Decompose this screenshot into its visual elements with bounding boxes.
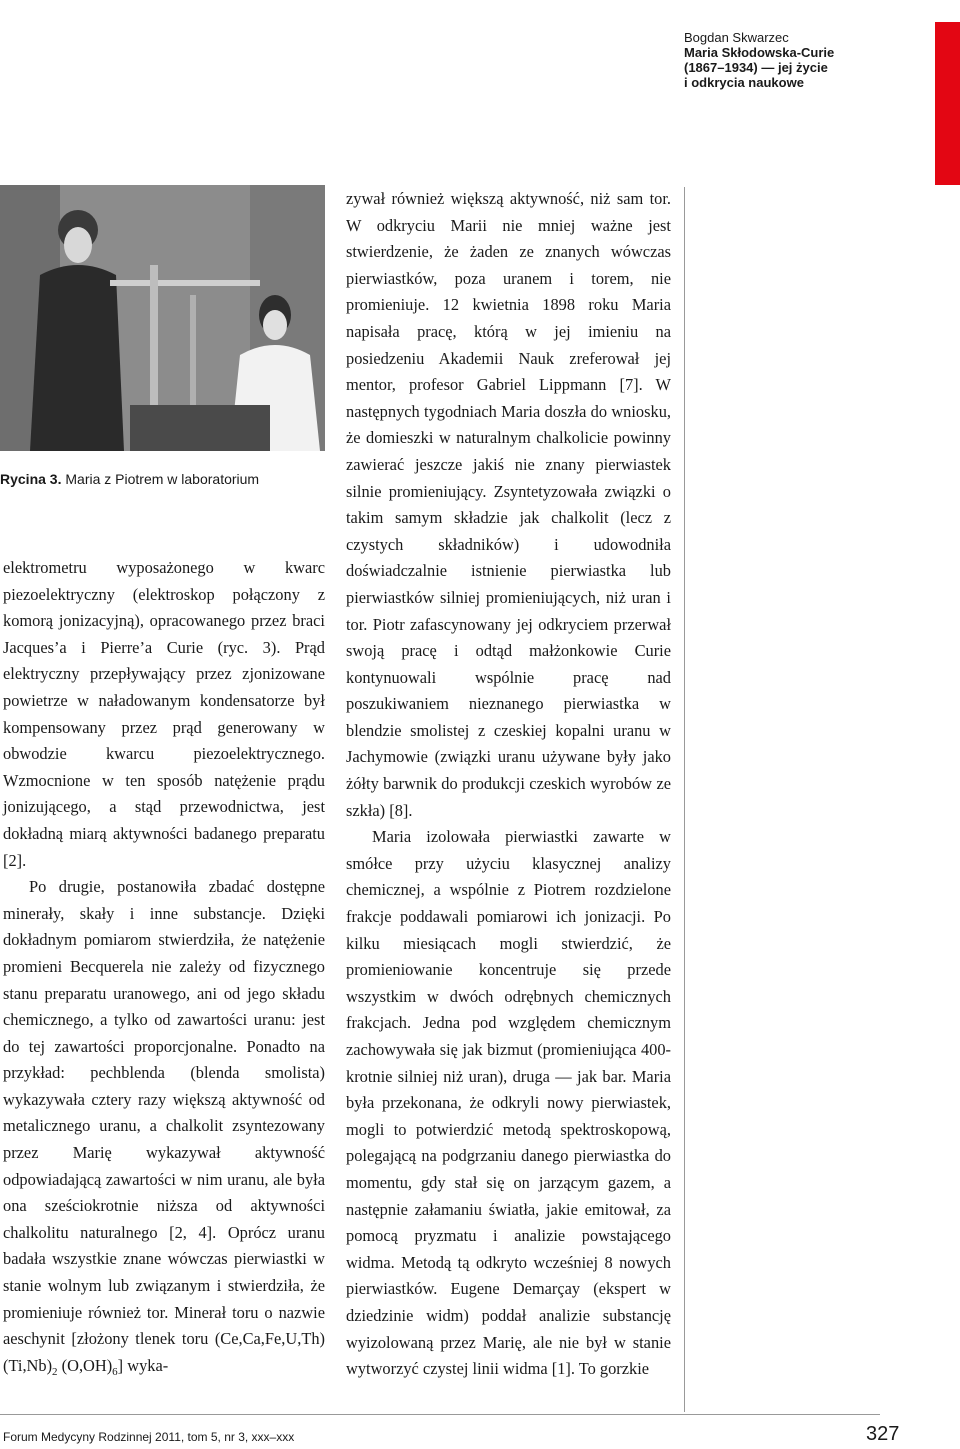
figure-caption <box>0 470 330 488</box>
footer-divider <box>0 1414 880 1415</box>
right-column <box>346 186 671 1383</box>
header-title-line3: i odkrycia naukowe <box>684 75 804 90</box>
header-author: Bogdan Skwarzec <box>684 30 789 45</box>
right-paragraph-1: zywał również większą aktywność, niż sam tor. W odkryciu Marii nie mniej ważne jest stwierdzenie, że żaden ze znanych wówczas pierwiastków, poza uranem i torem, nie promieniuje. 12 kwietnia 1898 roku Maria napisała pracę, którą w jej imieniu na posiedzeniu Akademii Nauk zreferował jej mentor, profesor Gabriel Lippmann [7]. W następnych tygodniach Maria doszła do wniosku, że domieszki w naturalnym chalkolicie powinny zawierać jeszcze jakiś nie znany pierwiastek silnie promieniujący. Zsyntetyzowała związki o takim samym składzie jak chalkolit (lecz z czystych składników) i udowodniła doświadczalnie istnienie pierwiastka lub pierwiastków silniej promieniujących, niż uran i tor. Piotr zafascynowany jej odkryciem przerwał swoją pracę i odtąd małżonkowie Curie kontynuowali wspólnie pracę nad poszukiwaniem nieznanego pierwiastka w blendzie smolistej z czeskiej kopalni uranu w Jachymowie (związki uranu używane były jako żółty barwnik do produkcji czeskich wyrobów ze szkła) [8]. <box>346 189 671 820</box>
figure-label: Rycina 3. <box>0 471 62 487</box>
header-title-line1: Maria Skłodowska-Curie <box>684 45 835 60</box>
page-number: 327 <box>866 1423 900 1445</box>
red-accent-bar <box>935 22 960 185</box>
figure-caption-text: Maria z Piotrem w laboratorium <box>65 471 260 487</box>
column-divider <box>684 187 685 1412</box>
header-title-line2: (1867–1934) — jej życie <box>684 60 828 75</box>
figure-photo <box>0 185 325 451</box>
left-paragraph-2 <box>3 874 325 1385</box>
left-paragraph-2-mid: (O,OH) <box>57 1355 113 1375</box>
left-paragraph-1: elektrometru wyposażonego w kwarc piezoelektryczny (elektroskop połączony z komorą jonizacyjną), opracowanego przez braci Jacques’a i Pierre’a Curie (ryc. 3). Prąd elektryczny przepływający przez zjonizowane powietrze w naładowanym kondensatorze był kompensowany przez prąd generowany w obwodzie kwarcu piezoelektrycznego. Wzmocnione w ten sposób natężenie prądu jonizującego, a stąd przewodnictwa, jest dokładną miarą aktywności badanego preparatu [2]. <box>3 558 325 870</box>
subscript-6: 6 <box>112 1365 118 1378</box>
left-paragraph-2-text: Po drugie, postanowiła zbadać dostępne minerały, skały i inne substancje. Dzięki dokładnym pomiarom stwierdziła, że natężenie promieni Becquerela nie zależy od fizycznego stanu preparatu uranowego, ani od jego składu chemicznego, a tylko od zawartości uranu: jest do tej zawartości proporcjonalne. Ponadto na przykład: pechblenda (blenda smolista) wykazywała cztery razy większą aktywność od metalicznego uranu, a chalkolit zsyntezowany przez Marię wykazywał aktywność odpowiadającą zawartości w nim uranu, ale była ona sześciokrotnie niższa od aktywności chalkolitu naturalnego [2, 4]. Oprócz uranu badała wszystkie znane wówczas pierwiastki w stanie wolnym lub związanym i stwierdziła, że promieniuje również tor. Minerał toru o nazwie aeschynit [złożony tlenek toru (Ce,Ca,Fe,U,Th)(Ti,Nb) <box>3 877 325 1375</box>
footer-journal: Forum Medycyny Rodzinnej 2011, tom 5, nr 3, xxx–xxx <box>3 1430 295 1444</box>
right-paragraph-2: Maria izolowała pierwiastki zawarte w smółce przy użyciu klasycznej analizy chemicznej, a wspólnie z Piotrem rozdzielone frakcje poddawali pomiarowi ich jonizacji. Po kilku miesiącach mogli stwierdzić, że promieniowanie koncentruje się przede wszystkim w dwóch odrębnych chemicznych frakcjach. Jedna pod względem chemicznym zachowywała się jak bizmut (promieniująca 400-krotnie silniej niż uran), druga — jak bar. Maria była przekonana, że odkryli nowy pierwiastek, mogli to potwierdzić metodą spektroskopową, polegającą na podgrzaniu danego pierwiastka do momentu, gdy stał się on jarzącym gazem, a następnie załamaniu światła, jakie emitował, za pomocą pryzmatu i analizie powstającego widma. Metodą tą odkryto wcześniej 8 nowych pierwiastków. Eugene Demarçay (ekspert w dziedzinie widm) poddał analizie substancję wyizolowaną przez Marię, ale nie był w stanie wytworzyć czystej linii widma [1]. To gorzkie <box>346 827 671 1379</box>
left-column <box>3 555 325 1385</box>
left-paragraph-2-end: ] wyka- <box>117 1355 169 1375</box>
subscript-2: 2 <box>52 1365 58 1378</box>
laboratory-photo-illustration <box>0 185 325 451</box>
running-header <box>684 30 924 90</box>
